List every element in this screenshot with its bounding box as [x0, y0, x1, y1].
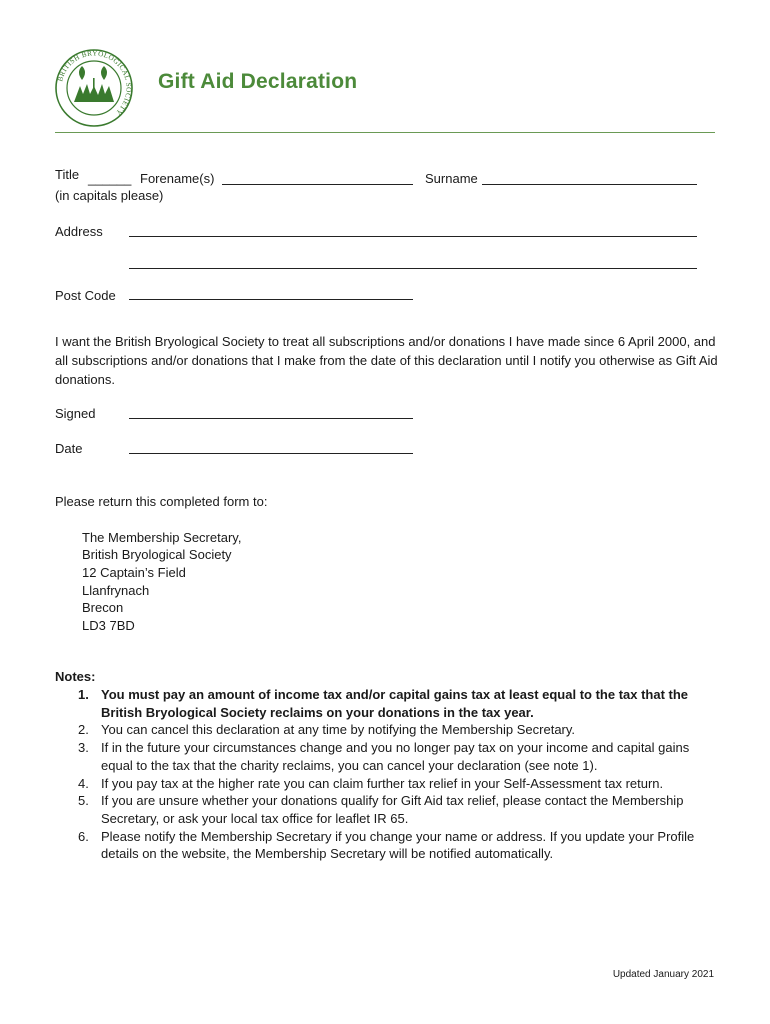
notes-list [55, 686, 717, 863]
note-number: 1. [78, 687, 89, 702]
title-label: Title [55, 167, 80, 182]
note-text: You must pay an amount of income tax and/or capital gains tax at least equal to the tax that the British Bryological Society reclaims on your donations in the tax year. [101, 687, 689, 720]
postcode-label: Post Code [55, 288, 116, 303]
updated-date: Updated January 2021 [612, 969, 714, 980]
note-item [55, 775, 717, 793]
society-logo [54, 48, 134, 128]
note-number: 3. [78, 740, 89, 756]
forename-label: Forename(s) [140, 171, 215, 186]
note-item [55, 739, 717, 774]
postcode-field[interactable] [129, 299, 413, 300]
note-number: 5. [78, 793, 89, 809]
note-item [55, 686, 717, 721]
return-address-line: The Membership Secretary, [82, 530, 242, 545]
date-label: Date [55, 441, 83, 456]
page-title: Gift Aid Declaration [158, 70, 358, 93]
note-text: If you pay tax at the higher rate you can claim further tax relief in your Self-Assessment tax return. [101, 775, 664, 791]
return-address-line: LD3 7BD [82, 618, 135, 633]
note-text: You can cancel this declaration at any time by notifying the Membership Secretary. [101, 722, 576, 738]
note-number: 4. [78, 775, 89, 791]
forename-field[interactable] [222, 184, 413, 185]
note-item [55, 792, 717, 827]
address-field-line-1[interactable] [129, 236, 697, 237]
return-address-line: British Bryological Society [82, 547, 232, 562]
capitals-note: (in capitals please) [55, 188, 164, 203]
surname-field[interactable] [482, 184, 697, 185]
address-field-line-2[interactable] [129, 268, 697, 269]
logo-ring-text: BRITISH BRYOLOGICAL SOCIETY [56, 49, 133, 117]
note-item [55, 828, 717, 863]
return-address-line: Llanfrynach [82, 583, 150, 598]
note-text: Please notify the Membership Secretary if you change your name or address. If you update your Profile details on the website, the Membership Secretary will be notified automatically. [101, 828, 695, 862]
return-intro: Please return this completed form to: [55, 494, 268, 509]
return-address-line: 12 Captain’s Field [82, 565, 186, 580]
note-text: If you are unsure whether your donations qualify for Gift Aid tax relief, please contact the Membership Secretary, or ask your local tax office for leaflet IR 65. [101, 793, 684, 826]
header-divider [55, 132, 715, 133]
signature-field[interactable] [129, 418, 413, 419]
date-field[interactable] [129, 453, 413, 454]
notes-heading: Notes: [55, 669, 96, 684]
address-label: Address [55, 224, 103, 239]
title-blank[interactable]: ______ [88, 171, 132, 186]
note-text: If in the future your circumstances change and you no longer pay tax on your income and capital gains equal to the tax that the charity reclaims, you can cancel your declaration (see note 1). [101, 740, 690, 773]
return-address-line: Brecon [82, 600, 124, 615]
note-item [55, 721, 717, 739]
note-number: 6. [78, 828, 89, 844]
declaration-text: I want the British Bryological Society to treat all subscriptions and/or donations I have made since 6 April 2000, and all subscriptions and/or donations that I make from the date of this declaration until I notify you otherwise as Gift Aid donations. [55, 334, 718, 387]
note-number: 2. [78, 722, 89, 738]
surname-label: Surname [425, 171, 478, 186]
signed-label: Signed [55, 406, 96, 421]
